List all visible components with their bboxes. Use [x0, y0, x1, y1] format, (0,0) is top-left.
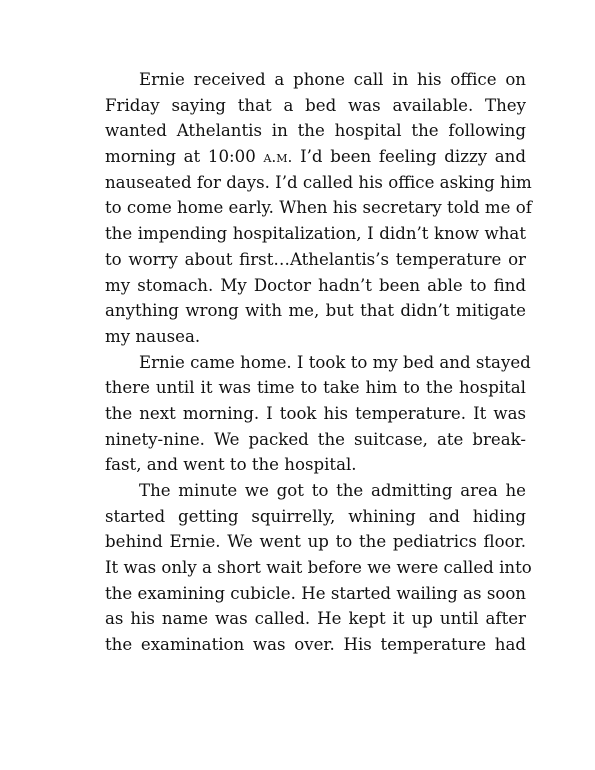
- text-line: as his name was called. He kept it up until after: [105, 609, 526, 629]
- text-line: my stomach. My Doctor hadn’t been able to find: [105, 275, 526, 295]
- text-line: behind Ernie. We went up to the pediatrics floor.: [105, 532, 526, 552]
- text-line: to come home early. When his secretary told me of: [105, 198, 532, 218]
- paragraph-3: [71, 478, 532, 658]
- text-line: the impending hospitalization, I didn’t know what: [105, 224, 526, 244]
- text-line: It was only a short wait before we were called into: [105, 558, 532, 578]
- text-line: the examination was over. His temperature had: [105, 635, 526, 655]
- text-line: Friday saying that a bed was available. They: [105, 95, 526, 115]
- text-line: the next morning. I took his temperature. It was: [105, 403, 526, 423]
- text-line: nauseated for days. I’d called his office asking him: [105, 172, 532, 192]
- text-line: my nausea.: [105, 326, 201, 346]
- text-line: ninety-nine. We packed the suitcase, ate break-: [105, 429, 526, 449]
- paragraph-2: [71, 350, 531, 478]
- document-page: [71, 67, 532, 658]
- text-line: anything wrong with me, but that didn’t mitigate: [105, 301, 526, 321]
- text-line: morning at 10:00 a.m. I’d been feeling dizzy and: [105, 147, 526, 167]
- time-abbreviation: a.m.: [263, 148, 293, 167]
- paragraph-1: [71, 67, 532, 350]
- text-line: there until it was time to take him to the hospital: [105, 378, 526, 398]
- text-line: fast, and went to the hospital.: [105, 455, 357, 475]
- text-line: started getting squirrelly, whining and hiding: [105, 506, 526, 526]
- text-line: The minute we got to the admitting area he: [139, 481, 526, 500]
- text-line: wanted Athelantis in the hospital the following: [105, 121, 526, 141]
- text-line: Ernie came home. I took to my bed and stayed: [139, 352, 531, 372]
- text-line: Ernie received a phone call in his office on: [139, 70, 526, 89]
- text-line: the examining cubicle. He started wailing as soon: [105, 583, 526, 603]
- text-line: to worry about first…Athelantis’s temperature or: [105, 249, 526, 269]
